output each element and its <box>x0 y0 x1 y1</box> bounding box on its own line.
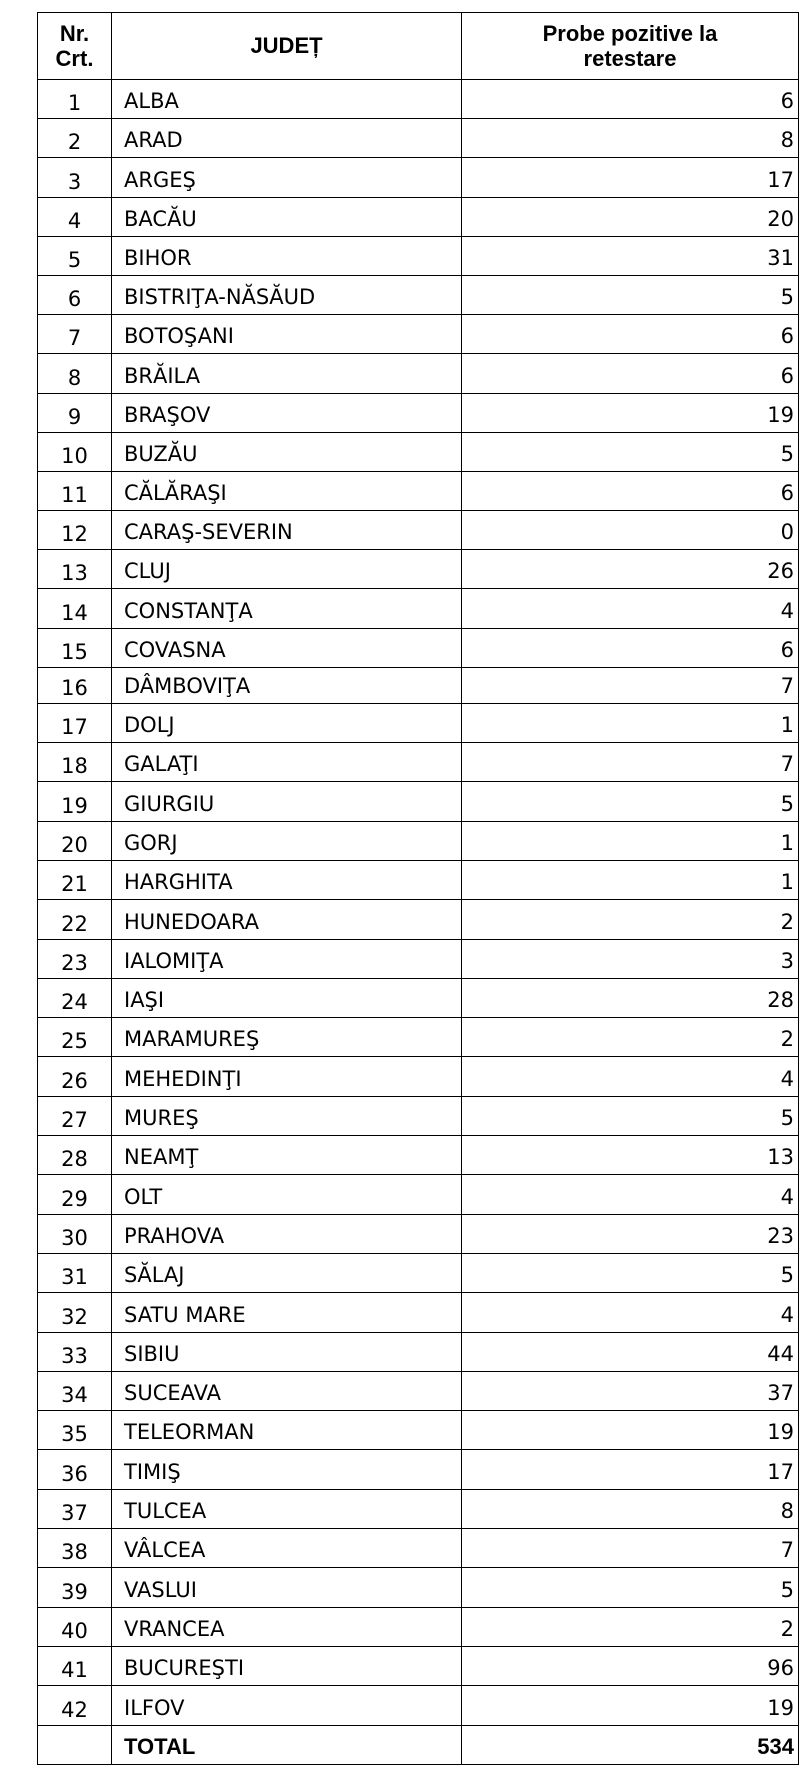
row-number-cell: 40 <box>38 1607 112 1646</box>
positive-tests-cell: 7 <box>462 664 799 703</box>
row-number-cell: 38 <box>38 1529 112 1568</box>
row-number-cell: 27 <box>38 1096 112 1135</box>
positive-tests-cell: 5 <box>462 782 799 821</box>
row-number-cell: 36 <box>38 1450 112 1489</box>
row-number-cell: 19 <box>38 782 112 821</box>
row-number-cell: 39 <box>38 1568 112 1607</box>
positive-tests-cell: 5 <box>462 1568 799 1607</box>
row-number-cell: 16 <box>38 664 112 703</box>
table-row <box>38 900 799 939</box>
table-row <box>38 743 799 782</box>
row-number-cell: 34 <box>38 1371 112 1410</box>
county-name-cell: NEAMŢ <box>112 1136 462 1175</box>
row-number-cell: 2 <box>38 119 112 158</box>
county-name-cell: ALBA <box>112 80 462 119</box>
positive-tests-cell: 1 <box>462 860 799 899</box>
table-body-part2 <box>38 664 799 1725</box>
positive-tests-cell: 19 <box>462 393 799 432</box>
positive-tests-cell: 26 <box>462 550 799 589</box>
table-row <box>38 1175 799 1214</box>
positive-tests-cell: 37 <box>462 1371 799 1410</box>
positive-tests-cell: 5 <box>462 1253 799 1292</box>
row-number-cell: 25 <box>38 1018 112 1057</box>
county-name-cell: IAŞI <box>112 978 462 1017</box>
table-row <box>38 511 799 550</box>
positive-tests-cell: 5 <box>462 432 799 471</box>
positive-tests-cell: 4 <box>462 1175 799 1214</box>
row-number-cell: 7 <box>38 315 112 354</box>
county-name-cell: TIMIŞ <box>112 1450 462 1489</box>
row-number-cell: 33 <box>38 1332 112 1371</box>
positive-tests-cell: 19 <box>462 1686 799 1725</box>
row-number-cell: 4 <box>38 197 112 236</box>
county-name-cell: BUCUREŞTI <box>112 1646 462 1685</box>
county-name-cell: COVASNA <box>112 628 462 667</box>
positive-tests-cell: 6 <box>462 80 799 119</box>
positive-tests-cell: 8 <box>462 119 799 158</box>
row-number-cell: 11 <box>38 471 112 510</box>
county-name-cell: BISTRIŢA-NĂSĂUD <box>112 275 462 314</box>
total-label: TOTAL <box>112 1725 462 1764</box>
positive-tests-cell: 2 <box>462 1018 799 1057</box>
positive-tests-cell: 7 <box>462 1529 799 1568</box>
row-number-cell: 37 <box>38 1489 112 1528</box>
county-name-cell: BUZĂU <box>112 432 462 471</box>
county-name-cell: TELEORMAN <box>112 1411 462 1450</box>
row-number-cell: 3 <box>38 158 112 197</box>
row-number-cell: 21 <box>38 860 112 899</box>
row-number-cell: 9 <box>38 393 112 432</box>
header-judet: JUDEȚ <box>112 13 462 80</box>
county-name-cell: PRAHOVA <box>112 1214 462 1253</box>
county-name-cell: BOTOŞANI <box>112 315 462 354</box>
row-number-cell: 20 <box>38 821 112 860</box>
county-name-cell: IALOMIŢA <box>112 939 462 978</box>
positive-tests-cell: 7 <box>462 743 799 782</box>
table-row <box>38 354 799 393</box>
positive-tests-cell: 17 <box>462 158 799 197</box>
table-row <box>38 1607 799 1646</box>
table-row <box>38 158 799 197</box>
row-number-cell: 17 <box>38 703 112 742</box>
table-row <box>38 703 799 742</box>
row-number-cell: 10 <box>38 432 112 471</box>
table-row <box>38 550 799 589</box>
positive-tests-cell: 2 <box>462 900 799 939</box>
county-name-cell: MUREŞ <box>112 1096 462 1135</box>
county-name-cell: GORJ <box>112 821 462 860</box>
county-name-cell: DOLJ <box>112 703 462 742</box>
table-row <box>38 1568 799 1607</box>
positive-tests-cell: 5 <box>462 1096 799 1135</box>
row-number-cell: 18 <box>38 743 112 782</box>
table-row <box>38 275 799 314</box>
row-number-cell: 15 <box>38 628 112 667</box>
positive-tests-cell: 17 <box>462 1450 799 1489</box>
county-name-cell: BIHOR <box>112 236 462 275</box>
results-table-part2 <box>37 664 799 1765</box>
row-number-cell: 13 <box>38 550 112 589</box>
table-row <box>38 1096 799 1135</box>
county-name-cell: CARAŞ-SEVERIN <box>112 511 462 550</box>
county-name-cell: BRĂILA <box>112 354 462 393</box>
table-row <box>38 860 799 899</box>
header-nr: Nr. Crt. <box>38 13 112 80</box>
table-row <box>38 1057 799 1096</box>
table-row <box>38 664 799 703</box>
table-row <box>38 589 799 628</box>
total-nr-cell <box>38 1725 112 1764</box>
table-row <box>38 80 799 119</box>
table-row <box>38 1136 799 1175</box>
county-name-cell: MEHEDINŢI <box>112 1057 462 1096</box>
table-row <box>38 119 799 158</box>
table-row <box>38 1489 799 1528</box>
positive-tests-cell: 6 <box>462 628 799 667</box>
county-name-cell: HARGHITA <box>112 860 462 899</box>
table-row <box>38 236 799 275</box>
table-row <box>38 1293 799 1332</box>
county-name-cell: SĂLAJ <box>112 1253 462 1292</box>
table-row <box>38 1686 799 1725</box>
table-row <box>38 782 799 821</box>
positive-tests-cell: 23 <box>462 1214 799 1253</box>
table-row <box>38 1450 799 1489</box>
row-number-cell: 6 <box>38 275 112 314</box>
positive-tests-cell: 4 <box>462 1057 799 1096</box>
table-row <box>38 432 799 471</box>
row-number-cell: 12 <box>38 511 112 550</box>
row-number-cell: 23 <box>38 939 112 978</box>
row-number-cell: 1 <box>38 80 112 119</box>
row-number-cell: 26 <box>38 1057 112 1096</box>
table-row <box>38 628 799 667</box>
positive-tests-cell: 13 <box>462 1136 799 1175</box>
row-number-cell: 31 <box>38 1253 112 1292</box>
county-name-cell: CONSTANŢA <box>112 589 462 628</box>
table-row <box>38 1332 799 1371</box>
positive-tests-cell: 6 <box>462 354 799 393</box>
table-row <box>38 393 799 432</box>
row-number-cell: 30 <box>38 1214 112 1253</box>
county-name-cell: OLT <box>112 1175 462 1214</box>
positive-tests-cell: 8 <box>462 1489 799 1528</box>
row-number-cell: 28 <box>38 1136 112 1175</box>
positive-tests-cell: 20 <box>462 197 799 236</box>
county-name-cell: GALAŢI <box>112 743 462 782</box>
row-number-cell: 14 <box>38 589 112 628</box>
positive-tests-cell: 96 <box>462 1646 799 1685</box>
row-number-cell: 8 <box>38 354 112 393</box>
table-row <box>38 197 799 236</box>
row-number-cell: 32 <box>38 1293 112 1332</box>
table-row <box>38 1253 799 1292</box>
table-row <box>38 1529 799 1568</box>
total-value: 534 <box>462 1725 799 1764</box>
county-name-cell: GIURGIU <box>112 782 462 821</box>
table-body-part1 <box>38 80 799 668</box>
table-row <box>38 1371 799 1410</box>
county-name-cell: HUNEDOARA <box>112 900 462 939</box>
header-probe: Probe pozitive la retestare <box>462 13 799 80</box>
table-row <box>38 1214 799 1253</box>
county-name-cell: TULCEA <box>112 1489 462 1528</box>
positive-tests-cell: 4 <box>462 589 799 628</box>
total-row <box>38 1725 799 1764</box>
county-name-cell: ARGEŞ <box>112 158 462 197</box>
positive-tests-cell: 28 <box>462 978 799 1017</box>
table-row <box>38 1018 799 1057</box>
table-row <box>38 1646 799 1685</box>
county-name-cell: VRANCEA <box>112 1607 462 1646</box>
county-name-cell: BACĂU <box>112 197 462 236</box>
row-number-cell: 29 <box>38 1175 112 1214</box>
row-number-cell: 22 <box>38 900 112 939</box>
positive-tests-cell: 0 <box>462 511 799 550</box>
positive-tests-cell: 31 <box>462 236 799 275</box>
county-name-cell: SIBIU <box>112 1332 462 1371</box>
table-row <box>38 978 799 1017</box>
positive-tests-cell: 4 <box>462 1293 799 1332</box>
positive-tests-cell: 1 <box>462 703 799 742</box>
positive-tests-cell: 6 <box>462 471 799 510</box>
results-table-part1 <box>37 12 799 668</box>
county-name-cell: MARAMUREŞ <box>112 1018 462 1057</box>
positive-tests-cell: 2 <box>462 1607 799 1646</box>
table-row <box>38 471 799 510</box>
row-number-cell: 41 <box>38 1646 112 1685</box>
row-number-cell: 5 <box>38 236 112 275</box>
table-header-row <box>38 13 799 80</box>
county-name-cell: SUCEAVA <box>112 1371 462 1410</box>
positive-tests-cell: 5 <box>462 275 799 314</box>
row-number-cell: 35 <box>38 1411 112 1450</box>
positive-tests-cell: 6 <box>462 315 799 354</box>
positive-tests-cell: 3 <box>462 939 799 978</box>
positive-tests-cell: 19 <box>462 1411 799 1450</box>
table-row <box>38 1411 799 1450</box>
table-row <box>38 939 799 978</box>
table-row <box>38 315 799 354</box>
county-name-cell: VASLUI <box>112 1568 462 1607</box>
county-name-cell: CLUJ <box>112 550 462 589</box>
county-name-cell: ARAD <box>112 119 462 158</box>
county-name-cell: CĂLĂRAŞI <box>112 471 462 510</box>
positive-tests-cell: 1 <box>462 821 799 860</box>
county-name-cell: ILFOV <box>112 1686 462 1725</box>
positive-tests-cell: 44 <box>462 1332 799 1371</box>
table-row <box>38 821 799 860</box>
county-name-cell: BRAŞOV <box>112 393 462 432</box>
row-number-cell: 24 <box>38 978 112 1017</box>
county-name-cell: DÂMBOVIŢA <box>112 664 462 703</box>
county-name-cell: VÂLCEA <box>112 1529 462 1568</box>
county-name-cell: SATU MARE <box>112 1293 462 1332</box>
row-number-cell: 42 <box>38 1686 112 1725</box>
